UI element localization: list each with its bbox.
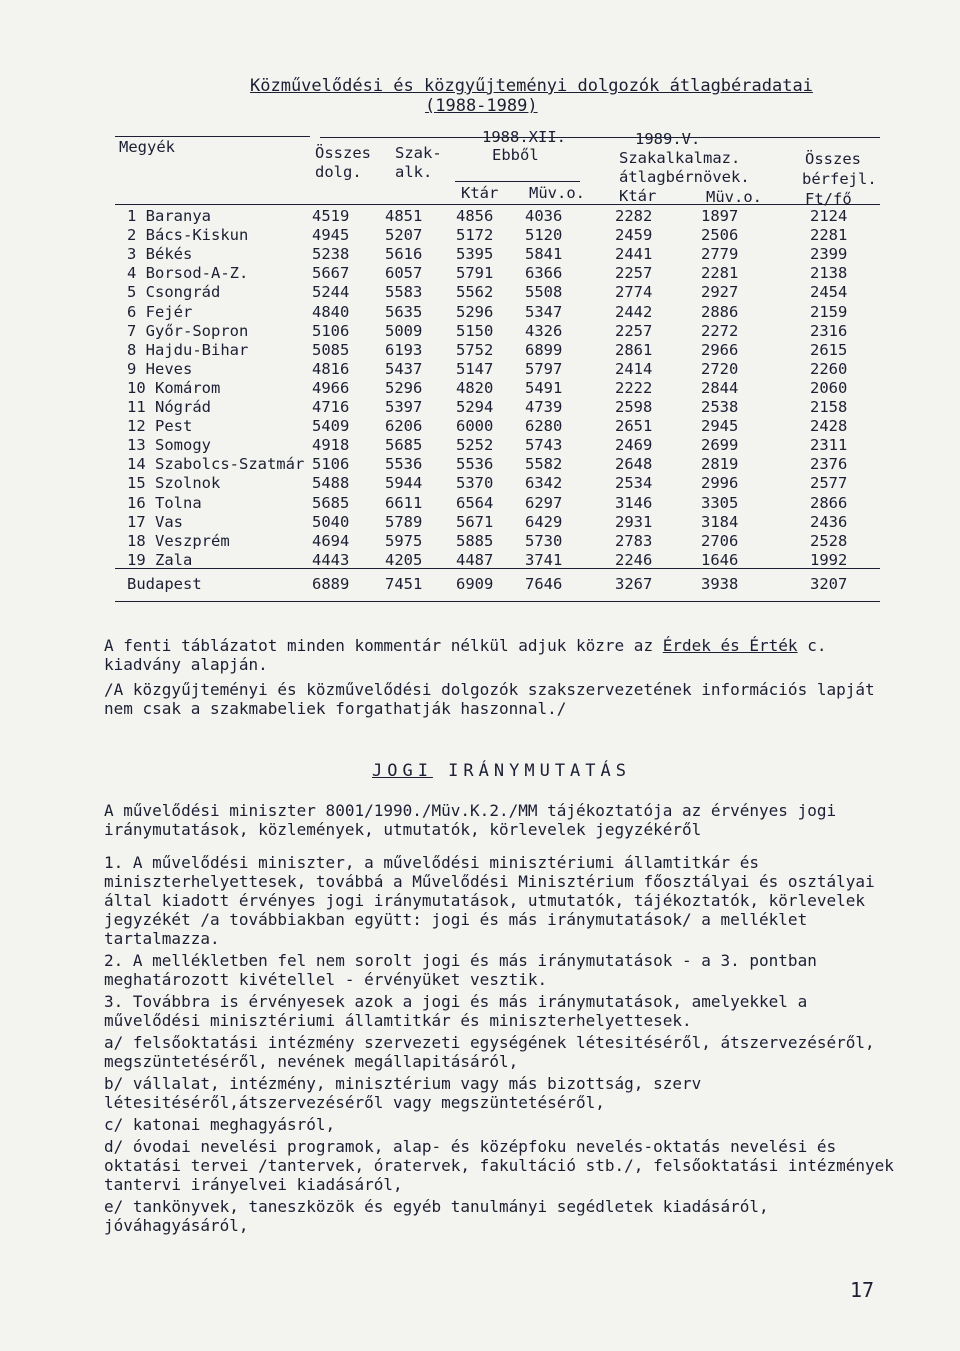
source-title: Érdek és Érték	[662, 636, 798, 655]
page-title: Közművelődési és közgyűjteményi dolgozók átlagbéradatai	[250, 76, 813, 96]
cell-ktar: 5671	[456, 512, 494, 531]
cell-ktar: 5147	[456, 359, 494, 378]
cell-ktar2: 2469	[615, 436, 653, 455]
page-number: 17	[850, 1278, 875, 1302]
cell-muv: 7646	[525, 575, 563, 593]
cell-ft: 2399	[810, 245, 848, 264]
cell-muv2: 2506	[701, 226, 739, 245]
cell-ktar: 6909	[456, 575, 494, 593]
cell-ft: 2436	[810, 512, 848, 531]
cell-muv2: 3184	[701, 512, 739, 531]
cell-muv: 5491	[525, 378, 563, 397]
cell-name: 19 Zala	[127, 550, 193, 569]
table-row	[115, 322, 880, 342]
header-rule-left	[115, 136, 310, 137]
table-row	[115, 283, 880, 303]
cell-ktar: 4820	[456, 378, 494, 397]
table-row	[115, 455, 880, 475]
header-muv: Müv.o.	[529, 184, 585, 202]
cell-muv2: 3938	[701, 575, 739, 593]
cell-ktar: 5885	[456, 531, 494, 550]
cell-ktar: 5172	[456, 226, 494, 245]
cell-muv2: 2538	[701, 398, 739, 416]
cell-name: 3 Békés	[127, 245, 193, 264]
cell-name: 16 Tolna	[127, 493, 202, 512]
cell-szak: 5635	[385, 302, 423, 321]
cell-muv: 5730	[525, 531, 563, 550]
cell-muv: 6429	[525, 512, 563, 531]
cell-muv: 6366	[525, 264, 563, 283]
cell-ft: 2428	[810, 417, 848, 436]
cell-name: 12 Pest	[127, 417, 193, 436]
cell-ft: 2281	[810, 226, 848, 245]
heading-rest: IRÁNYMUTATÁS	[432, 761, 631, 781]
table-row	[115, 436, 880, 456]
cell-osszes: 4716	[312, 398, 350, 416]
cell-ft: 2138	[810, 264, 848, 283]
cell-osszes: 4443	[312, 550, 350, 569]
cell-muv: 6280	[525, 417, 563, 436]
table-row	[115, 532, 880, 552]
cell-ktar2: 2534	[615, 474, 653, 493]
cell-ktar: 5536	[456, 455, 494, 474]
cell-muv: 5120	[525, 226, 563, 245]
cell-name: Budapest	[127, 575, 202, 593]
cell-szak: 5616	[385, 245, 423, 264]
list-item: 2. A mellékletben fel nem sorolt jogi és más iránymutatások - a 3. pontban meghatározott kivétellel - érvényüket vesztik.	[104, 951, 817, 989]
header-ebbol: Ebből	[492, 146, 539, 164]
header-ktar2: Ktár	[619, 187, 657, 205]
comment-text-b: c. kiadvány alapján.	[104, 636, 827, 674]
cell-osszes: 6889	[312, 575, 350, 593]
cell-name: 8 Hajdu-Bihar	[127, 340, 249, 359]
cell-ft: 2528	[810, 531, 848, 550]
cell-ktar2: 2246	[615, 550, 653, 569]
cell-ktar: 5296	[456, 302, 494, 321]
cell-ft: 2316	[810, 321, 848, 340]
cell-osszes: 5667	[312, 264, 350, 283]
cell-name: 9 Heves	[127, 359, 193, 378]
cell-muv2: 2927	[701, 283, 739, 302]
cell-ft: 2866	[810, 493, 848, 512]
comment-paragraph-1	[104, 636, 899, 674]
cell-osszes: 4945	[312, 226, 350, 245]
cell-ft: 2577	[810, 474, 848, 493]
cell-muv2: 2996	[701, 474, 739, 493]
cell-muv2: 2699	[701, 436, 739, 455]
cell-muv2: 2945	[701, 417, 739, 436]
cell-osszes: 4840	[312, 302, 350, 321]
cell-ktar2: 2648	[615, 455, 653, 474]
intro-paragraph: A művelődési miniszter 8001/1990./Müv.K.2./MM tájékoztatója az érvényes jogi iránymutatások, közlemények, utmutatók, körlevelek jegyzékéről	[104, 801, 837, 839]
cell-szak: 5975	[385, 531, 423, 550]
cell-szak: 5296	[385, 378, 423, 397]
cell-szak: 4851	[385, 207, 423, 225]
cell-osszes: 4966	[312, 378, 350, 397]
cell-szak: 6611	[385, 493, 423, 512]
table-row	[115, 474, 880, 494]
cell-szak: 5397	[385, 398, 423, 416]
cell-name: 4 Borsod-A-Z.	[127, 264, 249, 283]
cell-muv: 5508	[525, 283, 563, 302]
header-rule-bottom	[115, 204, 880, 205]
cell-name: 13 Somogy	[127, 436, 211, 455]
cell-ktar2: 3267	[615, 575, 653, 593]
cell-szak: 5789	[385, 512, 423, 531]
cell-muv2: 1897	[701, 207, 739, 225]
table-row	[115, 226, 880, 246]
cell-ft: 2311	[810, 436, 848, 455]
cell-name: 15 Szolnok	[127, 474, 221, 493]
cell-ft: 1992	[810, 550, 848, 569]
cell-muv: 5347	[525, 302, 563, 321]
list-item: 3. Továbbra is érvényesek azok a jogi és más iránymutatások, amelyekkel a művelődési minisztériumi államtitkár és miniszterhelyettesek.	[104, 992, 808, 1030]
page-subtitle: (1988-1989)	[425, 96, 538, 116]
cell-muv2: 2819	[701, 455, 739, 474]
cell-ktar: 5150	[456, 321, 494, 340]
cell-ktar2: 2257	[615, 264, 653, 283]
cell-osszes: 5488	[312, 474, 350, 493]
cell-name: 14 Szabolcs-Szatmár	[127, 455, 305, 474]
cell-ktar2: 2441	[615, 245, 653, 264]
table-row	[115, 360, 880, 380]
cell-szak: 4205	[385, 550, 423, 569]
cell-osszes: 4816	[312, 359, 350, 378]
list-item: 1. A művelődési miniszter, a művelődési minisztériumi államtitkár és miniszterhelyettesek, továbbá a Művelődési Minisztérium főosztályai és osztályai által kiadott érvényes jogi iránymutatások, utmutatók, tájékoztatók, körlevelek jegyzékét /a továbbiakban együtt: jogi és más iránymutatások/ a melléklet tartalmazza.	[104, 853, 875, 948]
cell-ktar: 6000	[456, 417, 494, 436]
cell-ktar2: 2442	[615, 302, 653, 321]
table-row	[115, 303, 880, 323]
header-ft-1: Összes	[805, 150, 861, 168]
cell-osszes: 5238	[312, 245, 350, 264]
cell-osszes: 4519	[312, 207, 350, 225]
cell-ktar2: 2931	[615, 512, 653, 531]
cell-szak: 6193	[385, 340, 423, 359]
cell-ktar2: 2459	[615, 226, 653, 245]
cell-ft: 2159	[810, 302, 848, 321]
cell-muv2: 2779	[701, 245, 739, 264]
cell-ktar: 4487	[456, 550, 494, 569]
cell-osszes: 4694	[312, 531, 350, 550]
table-row	[115, 264, 880, 284]
cell-szak: 5009	[385, 321, 423, 340]
header-szak-2: alk.	[395, 163, 433, 181]
header-osszes-1: Összes	[315, 144, 371, 162]
cell-muv2: 2706	[701, 531, 739, 550]
cell-name: 10 Komárom	[127, 378, 221, 397]
cell-osszes: 5106	[312, 321, 350, 340]
list-item: a/ felsőoktatási intézmény szervezeti egységének létesitéséről, átszervezéséről, megszüntetéséről, nevének megállapitásáról,	[104, 1033, 875, 1071]
cell-muv: 3741	[525, 550, 563, 569]
cell-ktar: 5791	[456, 264, 494, 283]
cell-name: 17 Vas	[127, 512, 183, 531]
table-row	[115, 398, 880, 418]
header-szakalk-1: Szakalkalmaz.	[619, 149, 741, 167]
heading-underlined: JOGI	[371, 761, 433, 781]
table-row	[115, 513, 880, 533]
cell-muv: 6899	[525, 340, 563, 359]
header-ft-2: bérfejl.	[802, 170, 877, 188]
cell-muv2: 1646	[701, 550, 739, 569]
cell-ktar2: 3146	[615, 493, 653, 512]
header-megye: Megyék	[119, 138, 175, 156]
table-row	[115, 417, 880, 437]
cell-muv2: 2720	[701, 359, 739, 378]
cell-ft: 2615	[810, 340, 848, 359]
text-block	[104, 636, 899, 1238]
cell-osszes: 5409	[312, 417, 350, 436]
table-row	[115, 245, 880, 265]
cell-muv2: 2844	[701, 378, 739, 397]
cell-ktar: 5294	[456, 398, 494, 416]
cell-name: 11 Nógrád	[127, 398, 211, 416]
cell-name: 5 Csongrád	[127, 283, 221, 302]
cell-muv: 6297	[525, 493, 563, 512]
header-rule-1988	[455, 181, 580, 182]
total-rule-top	[115, 568, 880, 569]
cell-name: 1 Baranya	[127, 207, 211, 225]
cell-ft: 3207	[810, 575, 848, 593]
cell-szak: 5536	[385, 455, 423, 474]
cell-ktar2: 2598	[615, 398, 653, 416]
cell-muv: 6342	[525, 474, 563, 493]
table-row	[115, 207, 880, 227]
cell-ktar2: 2414	[615, 359, 653, 378]
header-ktar: Ktár	[461, 184, 499, 202]
cell-szak: 6206	[385, 417, 423, 436]
header-szak-1: Szak-	[395, 144, 442, 162]
table-row	[115, 341, 880, 361]
header-muv2: Müv.o.	[706, 188, 762, 206]
cell-muv2: 2281	[701, 264, 739, 283]
cell-ktar2: 2222	[615, 378, 653, 397]
cell-ktar: 5562	[456, 283, 494, 302]
header-period-1989: 1989.V.	[635, 130, 701, 148]
cell-ktar: 5752	[456, 340, 494, 359]
cell-name: 6 Fejér	[127, 302, 193, 321]
cell-muv: 5582	[525, 455, 563, 474]
cell-osszes: 5685	[312, 493, 350, 512]
cell-szak: 5583	[385, 283, 423, 302]
cell-ft: 2060	[810, 378, 848, 397]
cell-ktar2: 2774	[615, 283, 653, 302]
list-item: e/ tankönyvek, taneszközök és egyéb tanulmányi segédletek kiadásáról, jóváhagyásáról,	[104, 1197, 769, 1235]
cell-osszes: 4918	[312, 436, 350, 455]
cell-ft: 2158	[810, 398, 848, 416]
cell-name: 7 Győr-Sopron	[127, 321, 249, 340]
header-period-1988: 1988.XII.	[482, 128, 566, 146]
cell-muv: 5743	[525, 436, 563, 455]
cell-ft: 2376	[810, 455, 848, 474]
cell-ktar: 4856	[456, 207, 494, 225]
cell-ft: 2124	[810, 207, 848, 225]
cell-ktar: 5370	[456, 474, 494, 493]
cell-muv2: 2886	[701, 302, 739, 321]
list-item: c/ katonai meghagyásról,	[104, 1115, 336, 1134]
cell-muv: 5797	[525, 359, 563, 378]
cell-muv: 4739	[525, 398, 563, 416]
header-szakalk-2: átlagbérnövek.	[619, 168, 750, 186]
cell-ft: 2454	[810, 283, 848, 302]
cell-ktar: 5395	[456, 245, 494, 264]
title-block	[250, 76, 813, 116]
table-row	[115, 494, 880, 514]
comment-paragraph-2: /A közgyűjteményi és közművelődési dolgozók szakszervezetének információs lapját nem csak a szakmabeliek forgathatják haszonnal./	[104, 680, 875, 718]
cell-osszes: 5040	[312, 512, 350, 531]
cell-szak: 5437	[385, 359, 423, 378]
cell-ktar: 6564	[456, 493, 494, 512]
table-row-budapest	[115, 575, 880, 595]
header-ft-3: Ft/fő	[805, 190, 852, 208]
cell-muv: 4326	[525, 321, 563, 340]
cell-szak: 7451	[385, 575, 423, 593]
comment-text-a: A fenti táblázatot minden kommentár nélkül adjuk közre az	[104, 636, 663, 655]
cell-name: 18 Veszprém	[127, 531, 230, 550]
cell-osszes: 5085	[312, 340, 350, 359]
cell-muv: 5841	[525, 245, 563, 264]
table-row	[115, 379, 880, 399]
cell-szak: 5685	[385, 436, 423, 455]
cell-muv2: 3305	[701, 493, 739, 512]
cell-szak: 5944	[385, 474, 423, 493]
cell-szak: 5207	[385, 226, 423, 245]
header-osszes-2: dolg.	[315, 163, 362, 181]
cell-ktar2: 2783	[615, 531, 653, 550]
cell-osszes: 5106	[312, 455, 350, 474]
cell-osszes: 5244	[312, 283, 350, 302]
cell-ktar2: 2651	[615, 417, 653, 436]
cell-ktar2: 2282	[615, 207, 653, 225]
cell-muv: 4036	[525, 207, 563, 225]
section-heading	[104, 762, 899, 781]
cell-muv2: 2272	[701, 321, 739, 340]
list-item: b/ vállalat, intézmény, minisztérium vagy más bizottság, szerv létesitéséről,átszervezéséről vagy megszüntetéséről,	[104, 1074, 702, 1112]
cell-muv2: 2966	[701, 340, 739, 359]
total-rule-bottom	[115, 601, 880, 602]
header-rule-top	[320, 137, 880, 138]
list-item: d/ óvodai nevelési programok, alap- és középfoku nevelés-oktatás nevelési és oktatási tervei /tantervek, óratervek, fakultáció stb./, felsőoktatási intézmények tantervi irányelvei kiadásáról,	[104, 1137, 894, 1194]
cell-ktar: 5252	[456, 436, 494, 455]
cell-ktar2: 2257	[615, 321, 653, 340]
cell-ktar2: 2861	[615, 340, 653, 359]
cell-name: 2 Bács-Kiskun	[127, 226, 249, 245]
cell-ft: 2260	[810, 359, 848, 378]
cell-szak: 6057	[385, 264, 423, 283]
